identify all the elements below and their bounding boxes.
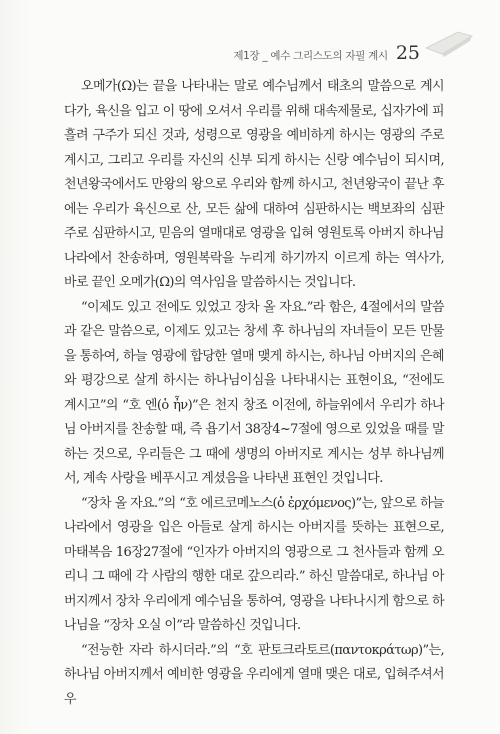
paragraph-omega: 오메가(Ω)는 끝을 나타내는 말로 예수님께서 태초의 말씀으로 계시다가, 육신을 입고 이 땅에 오셔서 우리를 위해 대속제물로, 십자가에 피 흘려 구주가 되신 것과, 성령으로 영광을 예비하게 하시는 영광의 주로 계시고, 그리고 우리를 자신의 신부 되게 하시는 신랑 예수님이 되시며, 천년왕국에서도 만왕의 왕으로 우리와 함께 하시고, 천년왕국이 끝난 후에는 우리가 육신으로 산, 모든 삶에 대하여 심판하시는 백보좌의 심판주로 심판하시고, 믿음의 열매대로 영광을 입혀 영원토록 아버지 하나님 나라에서 찬송하며, 영원복락을 누리게 하기까지 이르게 하는 역사가, 바로 끝인 오메가(Ω)의 역사임을 말씀하시는 것입니다. bbox=[64, 79, 444, 290]
chapter-header-text: 제1장 _ 예수 그리스도의 자필 계시 bbox=[233, 50, 388, 62]
paragraph-to-come: “장차 올 자요.”의 “호 에르코메노스(ὁ ἐρχόμενος)”는, 앞으로 하늘나라에서 영광을 입은 아들로 살게 하시는 아버지를 뜻하는 표현으로, 마태복음 16장27절에 “인자가 아버지의 영광으로 그 천사들과 함께 오리니 그 때에 각 사람의 행한 대로 갚으리라.” 하신 말씀대로, 하나님 아버지께서 장차 우리에게 예수님을 통하여, 영광을 나타나시게 함으로 하나님을 “장차 오실 이”라 말씀하신 것입니다. bbox=[64, 495, 444, 633]
body-text bbox=[64, 75, 444, 712]
paragraph-almighty: “전능한 자라 하시더라.”의 “호 판토크라토르(παντοκράτωρ)”는, 하나님 아버지께서 예비한 영광을 우리에게 열매 맺은 대로, 입혀주셔서 우 bbox=[64, 642, 444, 707]
paragraph-now-and-was: “이제도 있고 전에도 있었고 장차 올 자요.”라 함은, 4절에서의 말씀과 같은 말씀으로, 이제도 있고는 창세 후 하나님의 자녀들이 모든 만물을 통하여, 하늘 영광에 합당한 열매 맺게 하시는, 하나님 아버지의 은혜와 평강으로 살게 하시는 하나님이심을 나타내시는 표현이요, “전에도 계시고”의 “호 엔(ὁ ἦν)”은 천지 창조 이전에, 하늘위에서 우리가 하나님 아버지를 찬송할 때, 즉 욥기서 38장4~7절에 영으로 있었을 때를 말하는 것으로, 우리들은 그 때에 생명의 아버지로 계시는 성부 하나님께서, 계속 사랑을 베푸시고 계셨음을 나타낸 표현인 것입니다. bbox=[64, 299, 444, 486]
page-number: 25 bbox=[395, 42, 420, 64]
running-header bbox=[90, 42, 420, 64]
corner-ribbon-icon bbox=[424, 26, 474, 64]
